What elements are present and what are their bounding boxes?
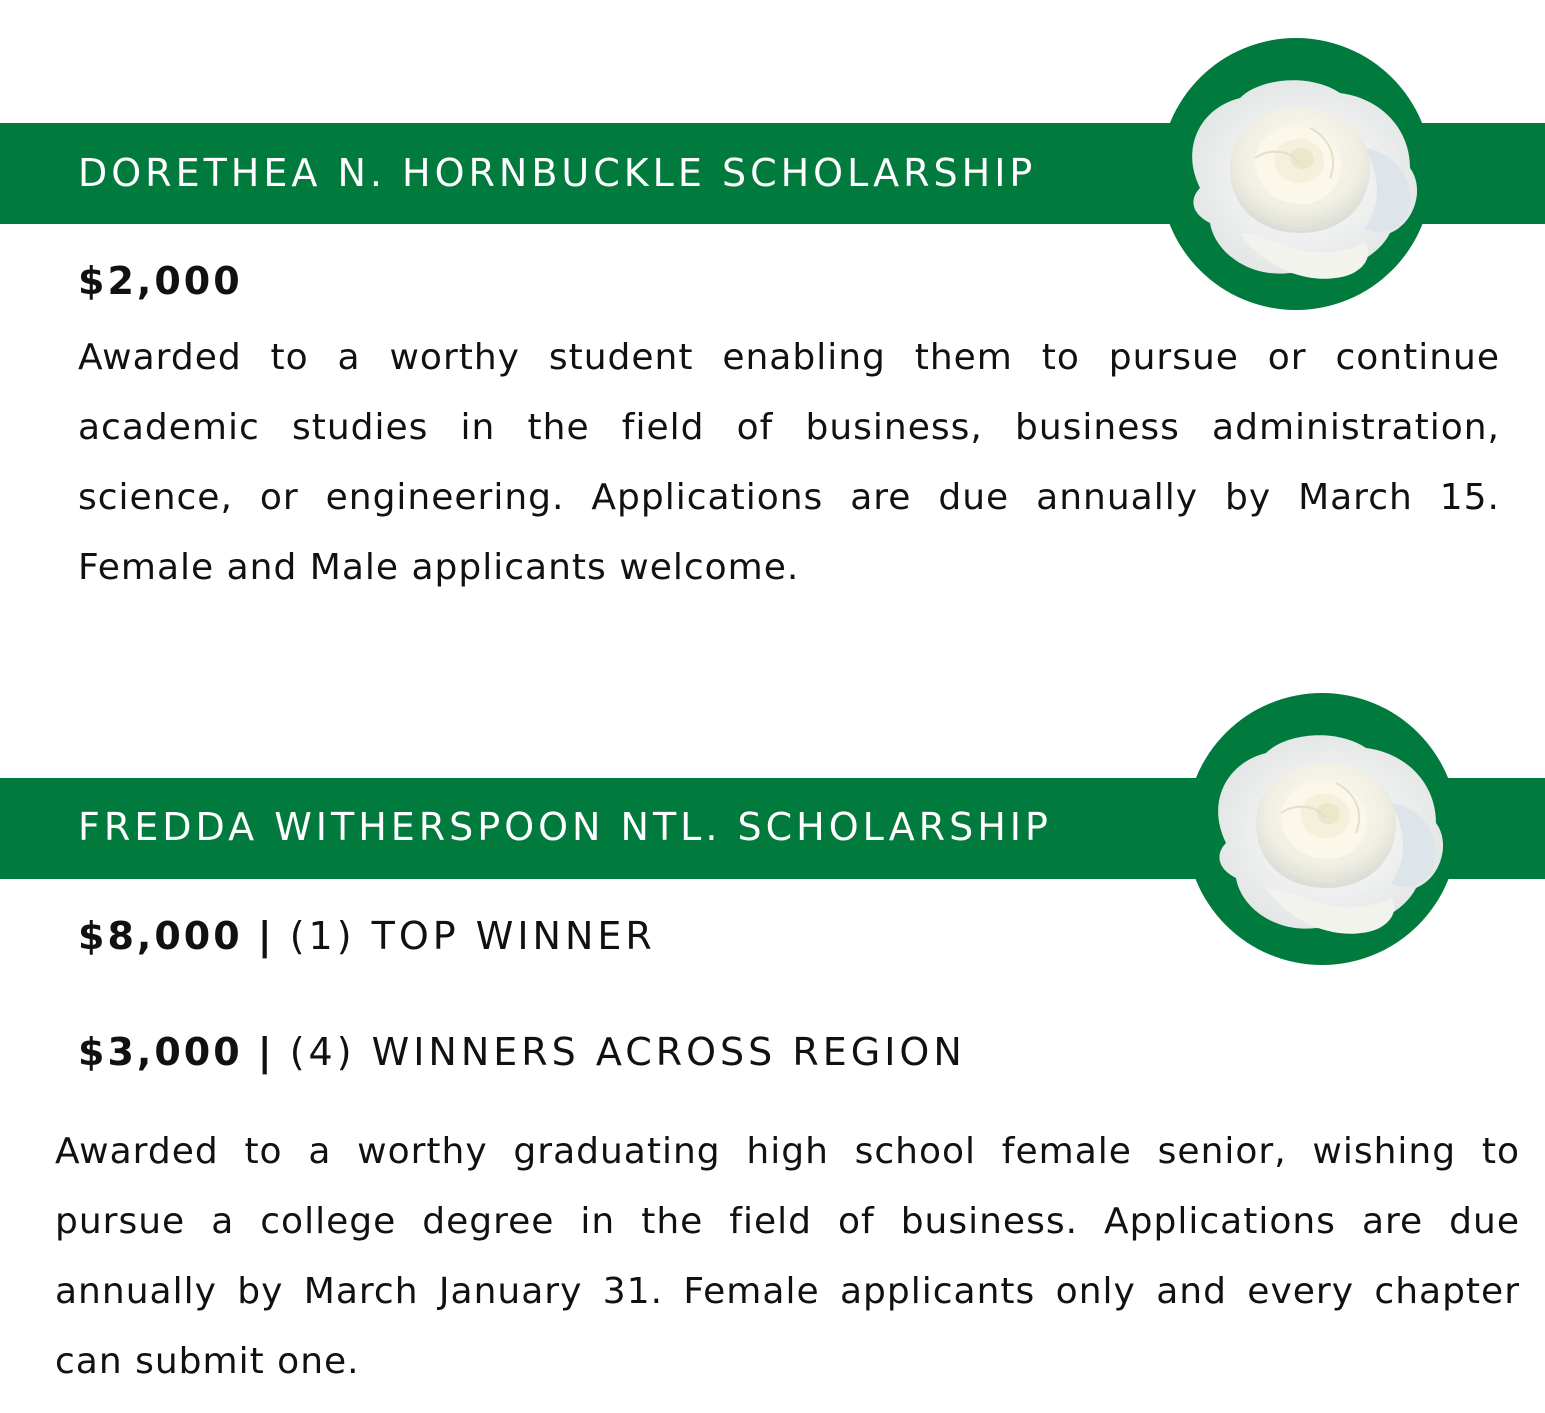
scholarship-2-amount-2-value: $3,000 bbox=[78, 1030, 243, 1074]
scholarship-1-description: Awarded to a worthy student enabling them to pursue or continue academic studies in the field of business, business administration, science, or engineering. Applications are due annually by March 15. Female and Male applicants welcome. bbox=[78, 337, 1500, 588]
scholarship-2-rose-badge bbox=[1186, 693, 1458, 965]
scholarship-2-amount-1-value: $8,000 bbox=[78, 914, 243, 958]
scholarship-1-amount-value: $2,000 bbox=[78, 259, 243, 303]
scholarship-2-amount-1-separator: | bbox=[257, 914, 275, 958]
scholarship-2-amount-2-separator: | bbox=[257, 1030, 275, 1074]
scholarship-2-amount-1 bbox=[78, 914, 656, 958]
scholarship-1-amount bbox=[78, 259, 243, 303]
scholarship-2-description: Awarded to a worthy graduating high school female senior, wishing to pursue a college degree in the field of business. Applications are due annually by March January 31. Female applicants only and every chapter can submit one. bbox=[55, 1131, 1520, 1382]
scholarship-2-amount-1-detail: (1) TOP WINNER bbox=[289, 914, 656, 958]
scholarship-2-amount-2 bbox=[78, 1030, 966, 1074]
scholarship-1-rose-badge bbox=[1160, 38, 1432, 310]
scholarship-1-title: DORETHEA N. HORNBUCKLE SCHOLARSHIP bbox=[78, 151, 1037, 195]
scholarship-2-amount-2-detail: (4) WINNERS ACROSS REGION bbox=[289, 1030, 966, 1074]
white-rose-icon bbox=[1160, 38, 1432, 310]
scholarship-2-title: FREDDA WITHERSPOON NTL. SCHOLARSHIP bbox=[78, 805, 1052, 849]
white-rose-icon bbox=[1186, 693, 1458, 965]
